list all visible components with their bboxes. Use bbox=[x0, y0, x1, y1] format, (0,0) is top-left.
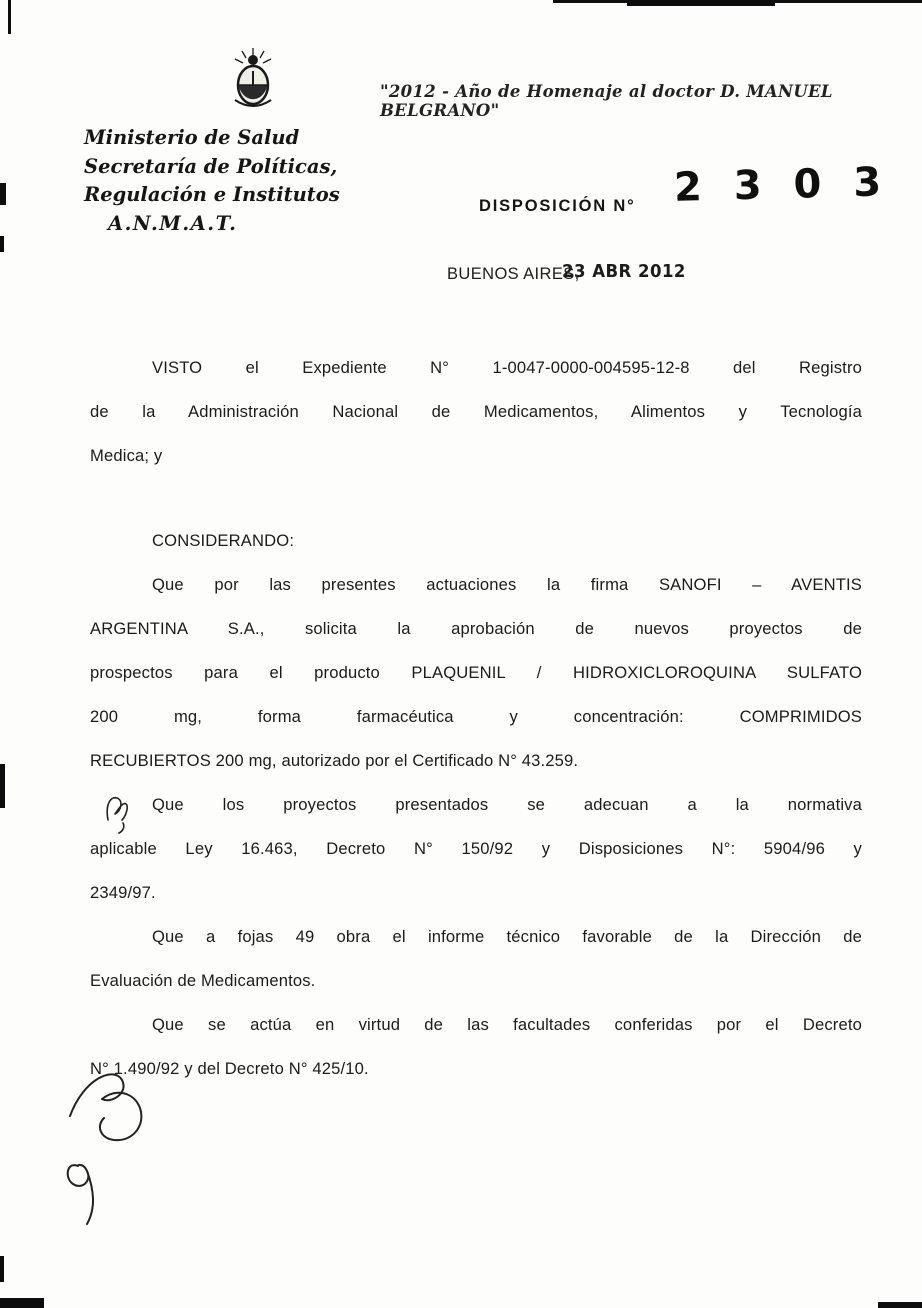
body-line: Que por las presentes actuaciones la firma SANOFI – AVENTIS bbox=[152, 575, 862, 594]
ministry-line-2: Secretaría de Políticas, bbox=[84, 154, 338, 178]
document-body bbox=[90, 346, 862, 1091]
coat-of-arms-icon bbox=[222, 46, 284, 110]
body-line: prospectos para el producto PLAQUENIL / HIDROXICLOROQUINA SULFATO bbox=[90, 663, 862, 682]
scan-artifact bbox=[0, 236, 4, 252]
body-line: 2349/97. bbox=[90, 883, 156, 902]
scan-artifact bbox=[0, 1256, 4, 1282]
scan-artifact bbox=[8, 0, 11, 34]
paragraph bbox=[90, 563, 862, 783]
signature-flourish-icon bbox=[56, 1064, 192, 1228]
body-line: CONSIDERANDO: bbox=[152, 531, 295, 550]
paragraph bbox=[90, 915, 862, 1003]
scan-artifact bbox=[0, 1298, 44, 1308]
coat-of-arms-emblem bbox=[222, 46, 284, 110]
body-line: de la Administración Nacional de Medicamentos, Alimentos y Tecnología bbox=[90, 402, 862, 421]
scan-artifact bbox=[878, 1302, 922, 1308]
body-line: Que a fojas 49 obra el informe técnico favorable de la Dirección de bbox=[152, 927, 862, 946]
city-label: BUENOS AIRES, bbox=[447, 265, 580, 283]
body-line: VISTO el Expediente N° 1-0047-0000-004595-12-8 del Registro bbox=[152, 358, 862, 377]
disposition-label: DISPOSICIÓN N° bbox=[479, 197, 636, 215]
body-line: Medica; y bbox=[90, 446, 163, 465]
scan-artifact bbox=[627, 0, 775, 6]
body-line: aplicable Ley 16.463, Decreto N° 150/92 y Disposiciones N°: 5904/96 y bbox=[90, 839, 862, 858]
paragraph bbox=[90, 346, 862, 478]
body-line: ARGENTINA S.A., solicita la aprobación de nuevos proyectos de bbox=[90, 619, 862, 638]
disposition-number-stamp: 2 3 0 3 bbox=[673, 159, 891, 211]
paragraph bbox=[90, 519, 862, 563]
anmat-line: A.N.M.A.T. bbox=[108, 211, 238, 235]
body-line: 200 mg, forma farmacéutica y concentración: COMPRIMIDOS bbox=[90, 707, 862, 726]
body-line: RECUBIERTOS 200 mg, autorizado por el Certificado N° 43.259. bbox=[90, 751, 579, 770]
paragraph bbox=[90, 783, 862, 915]
body-line: Que se actúa en virtud de las facultades conferidas por el Decreto bbox=[152, 1015, 862, 1034]
scan-artifact bbox=[0, 764, 5, 808]
year-motto: "2012 - Año de Homenaje al doctor D. MANUEL BELGRANO" bbox=[380, 82, 833, 120]
scan-artifact bbox=[0, 183, 6, 205]
ministry-line-3: Regulación e Institutos bbox=[84, 183, 340, 206]
body-line: N° 1.490/92 y del Decreto N° 425/10. bbox=[90, 1059, 369, 1078]
handwritten-initials-icon bbox=[102, 792, 138, 838]
body-line: Que los proyectos presentados se adecuan a la normativa bbox=[152, 795, 862, 814]
ministry-line-1: Ministerio de Salud bbox=[84, 126, 300, 149]
body-line: Evaluación de Medicamentos. bbox=[90, 971, 316, 990]
paragraph bbox=[90, 1003, 862, 1091]
date-stamp: 23 ABR 2012 bbox=[562, 261, 686, 282]
ministry-block bbox=[84, 124, 340, 238]
